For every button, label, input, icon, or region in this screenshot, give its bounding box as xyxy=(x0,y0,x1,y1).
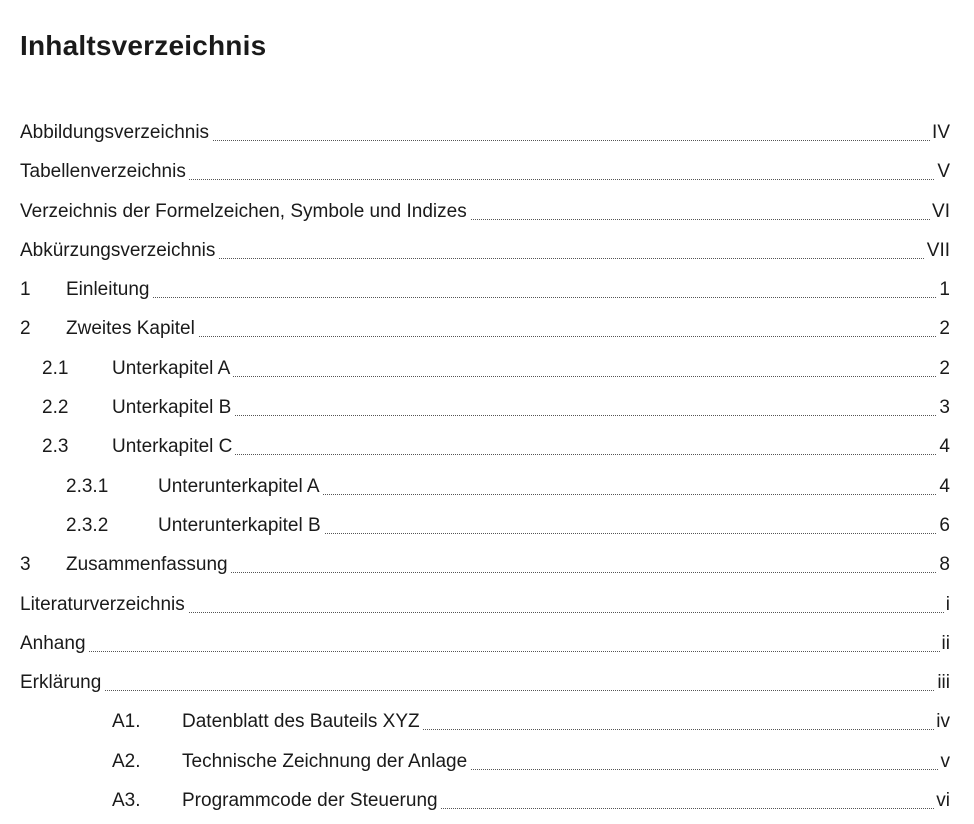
dot-leader xyxy=(112,374,946,377)
toc-entry[interactable] xyxy=(0,742,974,781)
toc-entry-label: Abkürzungsverzeichnis xyxy=(20,231,218,270)
toc-entry-label: Unterkapitel B xyxy=(112,388,234,427)
toc-entry-page: v xyxy=(939,742,951,781)
toc-entry-label: Unterkapitel C xyxy=(112,427,235,466)
toc-entry-page: 3 xyxy=(937,388,950,427)
toc-entry[interactable] xyxy=(0,506,974,545)
toc-entry-label: Zweites Kapitel xyxy=(66,309,198,348)
toc-entry-page: IV xyxy=(930,113,950,152)
toc-entry-label: Datenblatt des Bauteils XYZ xyxy=(182,702,423,741)
toc-entry-label: Abbildungsverzeichnis xyxy=(20,113,212,152)
toc-entry-label: Anhang xyxy=(20,624,89,663)
toc-entry-page: i xyxy=(944,585,950,624)
toc-entry-label: Unterunterkapitel B xyxy=(158,506,324,545)
toc-entry[interactable] xyxy=(0,427,974,466)
toc-entry-number: 2.3.1 xyxy=(66,467,110,506)
toc-entry-page: V xyxy=(935,152,950,191)
toc-entry[interactable] xyxy=(0,781,974,820)
toc-entry-number: 2.2 xyxy=(42,388,70,427)
toc-entry-page: 8 xyxy=(937,545,950,584)
dot-leader xyxy=(20,649,946,652)
toc-entry-number: 2 xyxy=(20,309,33,348)
dot-leader xyxy=(20,688,946,691)
toc-entry-number: A2. xyxy=(112,742,143,781)
dot-leader xyxy=(112,413,946,416)
toc-entry[interactable] xyxy=(0,702,974,741)
toc-entry[interactable] xyxy=(0,309,974,348)
toc-entry-number: 2.3.2 xyxy=(66,506,110,545)
toc-entry[interactable] xyxy=(0,270,974,309)
toc-entry-number: 1 xyxy=(20,270,33,309)
toc-entry[interactable] xyxy=(0,192,974,231)
toc-entry-label: Verzeichnis der Formelzeichen, Symbole und Indizes xyxy=(20,192,470,231)
toc-entry-page: iii xyxy=(935,663,950,702)
table-of-contents xyxy=(0,113,974,820)
toc-entry[interactable] xyxy=(0,231,974,270)
dot-leader xyxy=(66,295,946,298)
toc-entry[interactable] xyxy=(0,663,974,702)
toc-entry-page: 1 xyxy=(937,270,950,309)
toc-entry-label: Erklärung xyxy=(20,663,104,702)
toc-entry-page: 4 xyxy=(937,427,950,466)
toc-entry[interactable] xyxy=(0,152,974,191)
toc-entry[interactable] xyxy=(0,388,974,427)
toc-entry-label: Zusammenfassung xyxy=(66,545,231,584)
toc-entry[interactable] xyxy=(0,467,974,506)
toc-entry-page: 2 xyxy=(937,349,950,388)
toc-entry-number: 3 xyxy=(20,545,33,584)
page-title: Inhaltsverzeichnis xyxy=(20,30,267,61)
toc-entry-page: 2 xyxy=(937,309,950,348)
toc-entry-label: Programmcode der Steuerung xyxy=(182,781,441,820)
toc-entry-label: Technische Zeichnung der Anlage xyxy=(182,742,470,781)
toc-entry-number: A1. xyxy=(112,702,143,741)
toc-entry-number: 2.1 xyxy=(42,349,70,388)
toc-entry-page: VI xyxy=(930,192,950,231)
toc-entry[interactable] xyxy=(0,349,974,388)
toc-entry-page: vi xyxy=(934,781,950,820)
toc-entry[interactable] xyxy=(0,585,974,624)
toc-entry-number: A3. xyxy=(112,781,143,820)
toc-entry[interactable] xyxy=(0,624,974,663)
toc-entry-number: 2.3 xyxy=(42,427,70,466)
toc-entry-label: Einleitung xyxy=(66,270,152,309)
toc-entry-page: 4 xyxy=(937,467,950,506)
toc-entry-label: Literaturverzeichnis xyxy=(20,585,188,624)
toc-entry-label: Unterunterkapitel A xyxy=(158,467,323,506)
toc-entry[interactable] xyxy=(0,545,974,584)
toc-entry-page: iv xyxy=(934,702,950,741)
toc-entry-page: ii xyxy=(940,624,950,663)
toc-entry[interactable] xyxy=(0,113,974,152)
dot-leader xyxy=(112,452,946,455)
toc-entry-label: Tabellenverzeichnis xyxy=(20,152,189,191)
dot-leader xyxy=(66,334,946,337)
toc-entry-label: Unterkapitel A xyxy=(112,349,233,388)
toc-entry-page: 6 xyxy=(937,506,950,545)
toc-entry-page: VII xyxy=(925,231,950,270)
